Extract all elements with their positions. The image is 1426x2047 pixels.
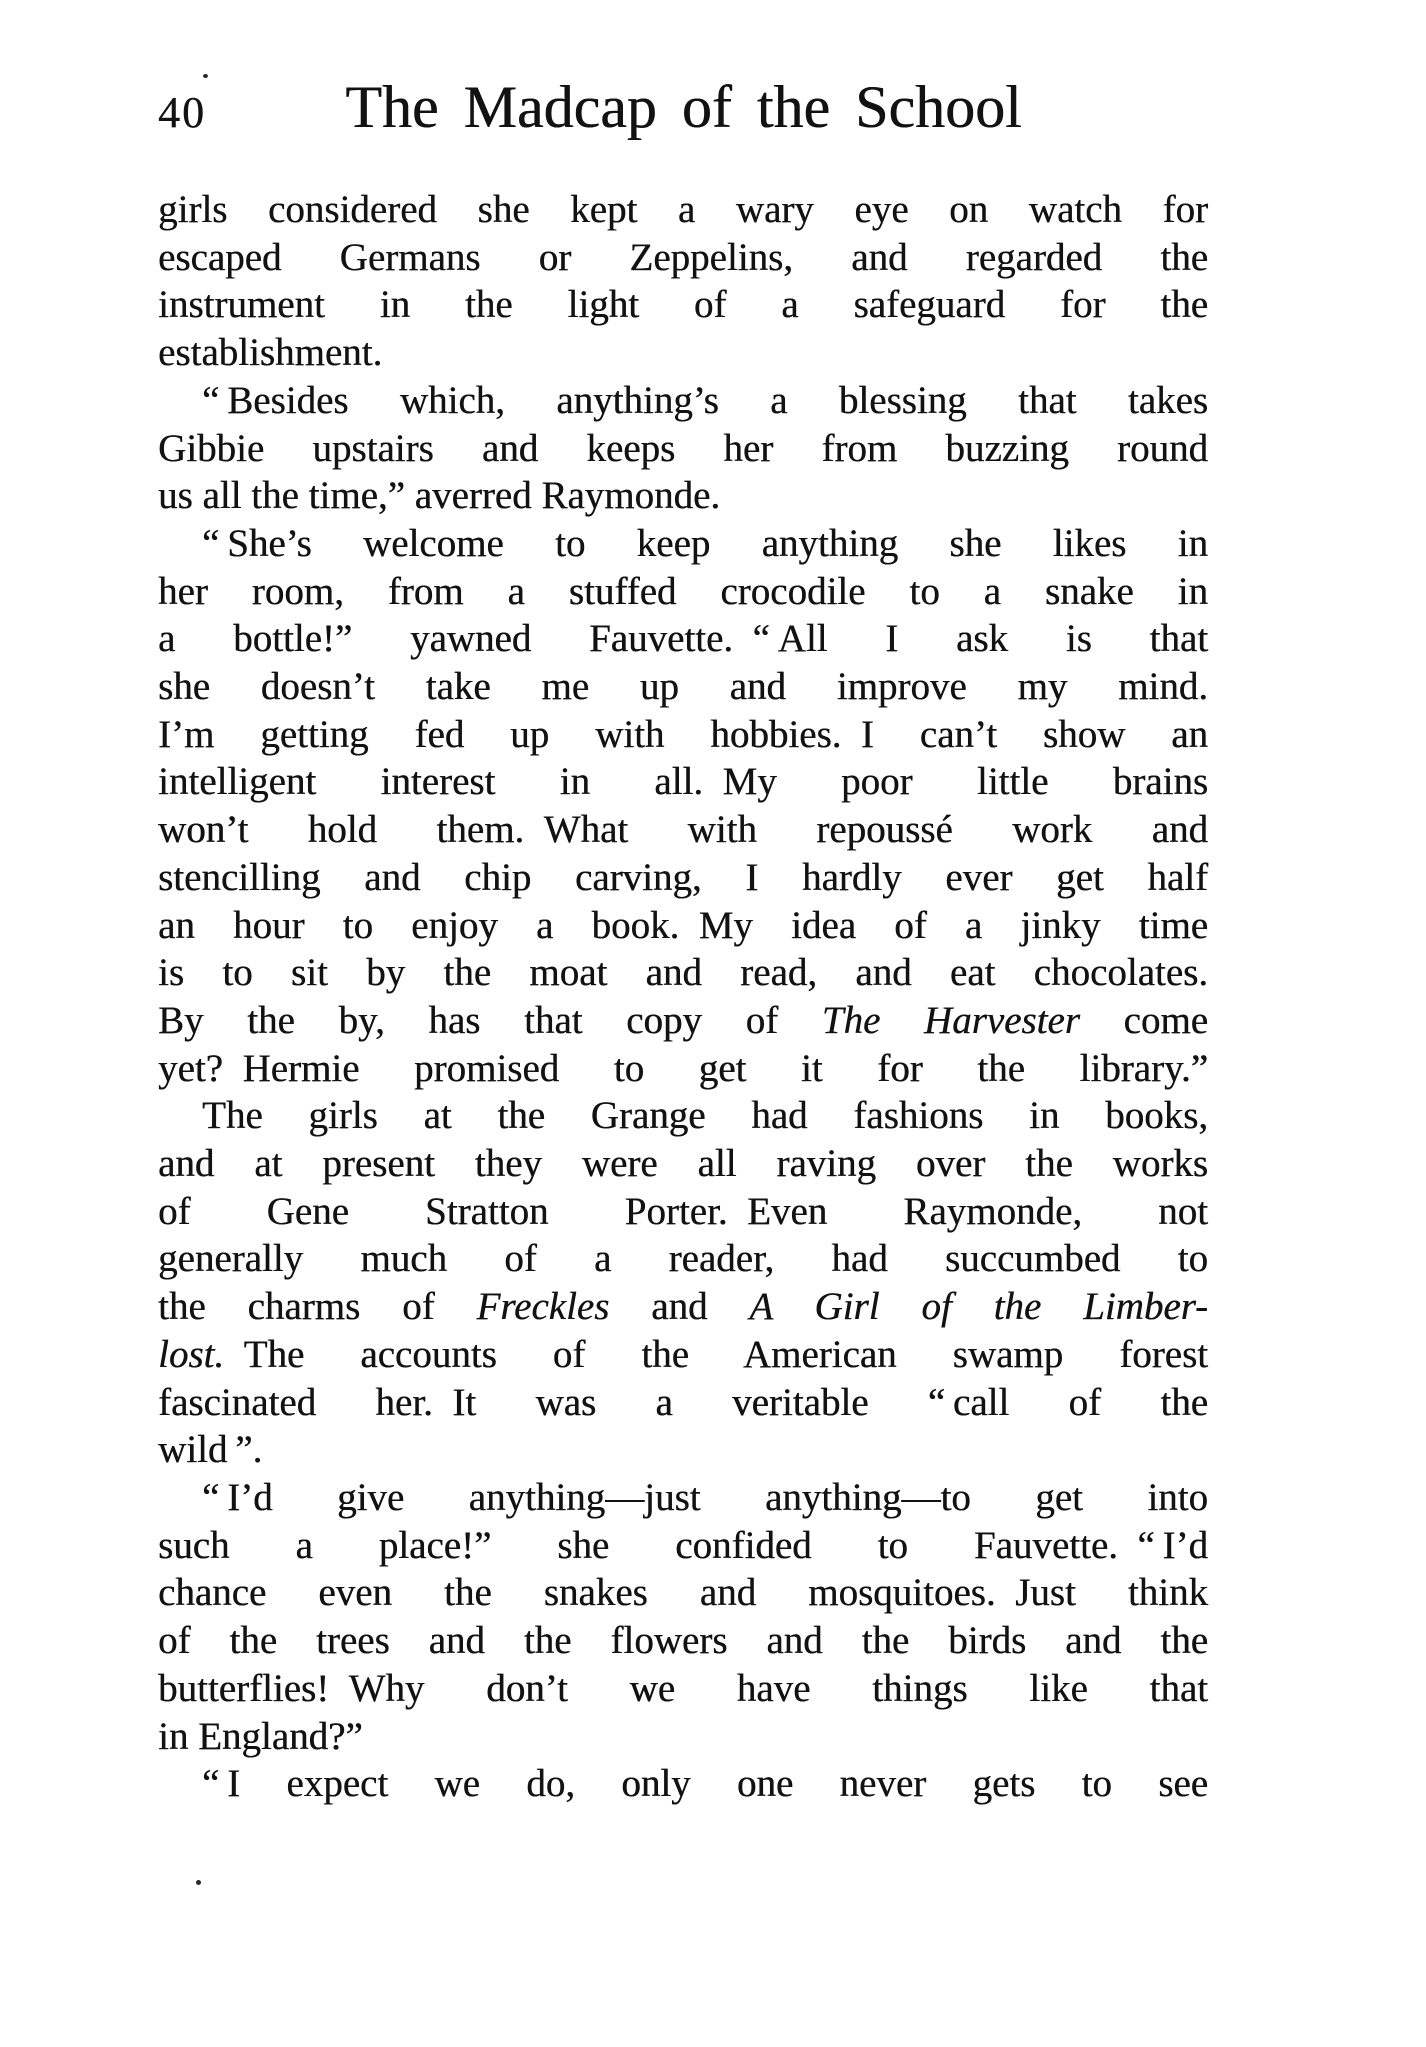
page-header: [158, 76, 1208, 139]
text-line: [158, 1713, 1208, 1761]
text-line: [158, 902, 1208, 950]
text-run: the charms of: [158, 1285, 477, 1329]
text-line: [158, 1379, 1208, 1427]
text-run: The accounts of the American swamp forest: [224, 1332, 1208, 1376]
text-run: us all the time,” averred Raymonde.: [158, 474, 721, 518]
page-body: [158, 186, 1208, 1808]
text-run: establishment.: [158, 331, 383, 375]
text-line: [158, 1569, 1208, 1617]
text-line: [158, 1331, 1208, 1379]
text-line: [158, 425, 1208, 473]
text-run: Gibbie upstairs and keeps her from buzzing round: [158, 426, 1208, 470]
text-line: [158, 329, 1208, 377]
text-run: “ She’s welcome to keep anything she likes in: [202, 521, 1208, 565]
text-line: [158, 806, 1208, 854]
text-line: [158, 949, 1208, 997]
text-run: of Gene Stratton Porter. Even Raymonde, not: [158, 1189, 1208, 1233]
text-line: [158, 568, 1208, 616]
text-run: fascinated her. It was a veritable “ call of the: [158, 1380, 1208, 1424]
text-run: The girls at the Grange had fashions in books,: [202, 1094, 1208, 1138]
text-line: [158, 1474, 1208, 1522]
text-line: [158, 520, 1208, 568]
text-run: in England?”: [158, 1714, 363, 1758]
book-title-italic: Freckles: [476, 1285, 610, 1329]
text-line: [158, 1760, 1208, 1808]
text-line: [158, 663, 1208, 711]
text-line: [158, 854, 1208, 902]
text-line: [158, 234, 1208, 282]
text-line: [158, 1522, 1208, 1570]
page-number: 40: [158, 88, 206, 137]
text-line: [158, 1617, 1208, 1665]
text-run: “ I expect we do, only one never gets to see: [202, 1762, 1208, 1806]
text-run: and: [609, 1285, 750, 1329]
text-run: is to sit by the moat and read, and eat chocolates.: [158, 951, 1208, 995]
text-line: [158, 1426, 1208, 1474]
text-run: escaped Germans or Zeppelins, and regarded the: [158, 235, 1208, 279]
text-line: [158, 1235, 1208, 1283]
text-run: come: [1079, 998, 1208, 1042]
text-line: [158, 1092, 1208, 1140]
text-line: [158, 1188, 1208, 1236]
text-run: of the trees and the flowers and the birds and the: [158, 1619, 1208, 1663]
scan-speck: [203, 74, 208, 78]
text-run: her room, from a stuffed crocodile to a snake in: [158, 569, 1208, 613]
text-line: [158, 1045, 1208, 1093]
text-run: wild ”.: [158, 1428, 263, 1472]
text-line: [158, 711, 1208, 759]
scan-speck: [196, 1880, 201, 1885]
text-run: stencilling and chip carving, I hardly ever get half: [158, 855, 1208, 899]
text-line: [158, 186, 1208, 234]
book-title-italic: The Harvester: [821, 998, 1080, 1042]
text-run: such a place!” she confided to Fauvette. “ I’d: [158, 1523, 1208, 1567]
text-run: yet? Hermie promised to get it for the library.”: [158, 1046, 1208, 1090]
text-run: intelligent interest in all. My poor little brains: [158, 760, 1208, 804]
text-run: won’t hold them. What with repoussé work and: [158, 808, 1208, 852]
text-run: chance even the snakes and mosquitoes. Just think: [158, 1571, 1208, 1615]
text-run: instrument in the light of a safeguard for the: [158, 283, 1208, 327]
text-run: and at present they were all raving over the works: [158, 1142, 1208, 1186]
text-line: [158, 615, 1208, 663]
text-run: “ Besides which, anything’s a blessing that takes: [202, 378, 1208, 422]
text-line: [158, 281, 1208, 329]
text-run: I’m getting fed up with hobbies. I can’t show an: [158, 712, 1208, 756]
running-title: The Madcap of the School: [345, 74, 1022, 140]
text-line: [158, 1140, 1208, 1188]
text-line: [158, 1665, 1208, 1713]
text-line: [158, 758, 1208, 806]
book-title-italic: lost.: [158, 1332, 225, 1376]
book-title-italic: A Girl of the Limber-: [749, 1285, 1209, 1329]
text-run: a bottle!” yawned Fauvette. “ All I ask is that: [158, 617, 1208, 661]
text-line: [158, 472, 1208, 520]
text-line: [158, 997, 1208, 1045]
text-run: By the by, has that copy of: [158, 998, 822, 1042]
text-line: [158, 1283, 1208, 1331]
text-run: generally much of a reader, had succumbed to: [158, 1237, 1208, 1281]
text-run: she doesn’t take me up and improve my mind.: [158, 665, 1208, 709]
text-run: an hour to enjoy a book. My idea of a jinky time: [158, 903, 1208, 947]
text-line: [158, 377, 1208, 425]
text-run: girls considered she kept a wary eye on watch for: [158, 188, 1208, 231]
text-run: butterflies! Why don’t we have things like that: [158, 1666, 1208, 1710]
text-run: “ I’d give anything—just anything—to get into: [202, 1475, 1208, 1519]
